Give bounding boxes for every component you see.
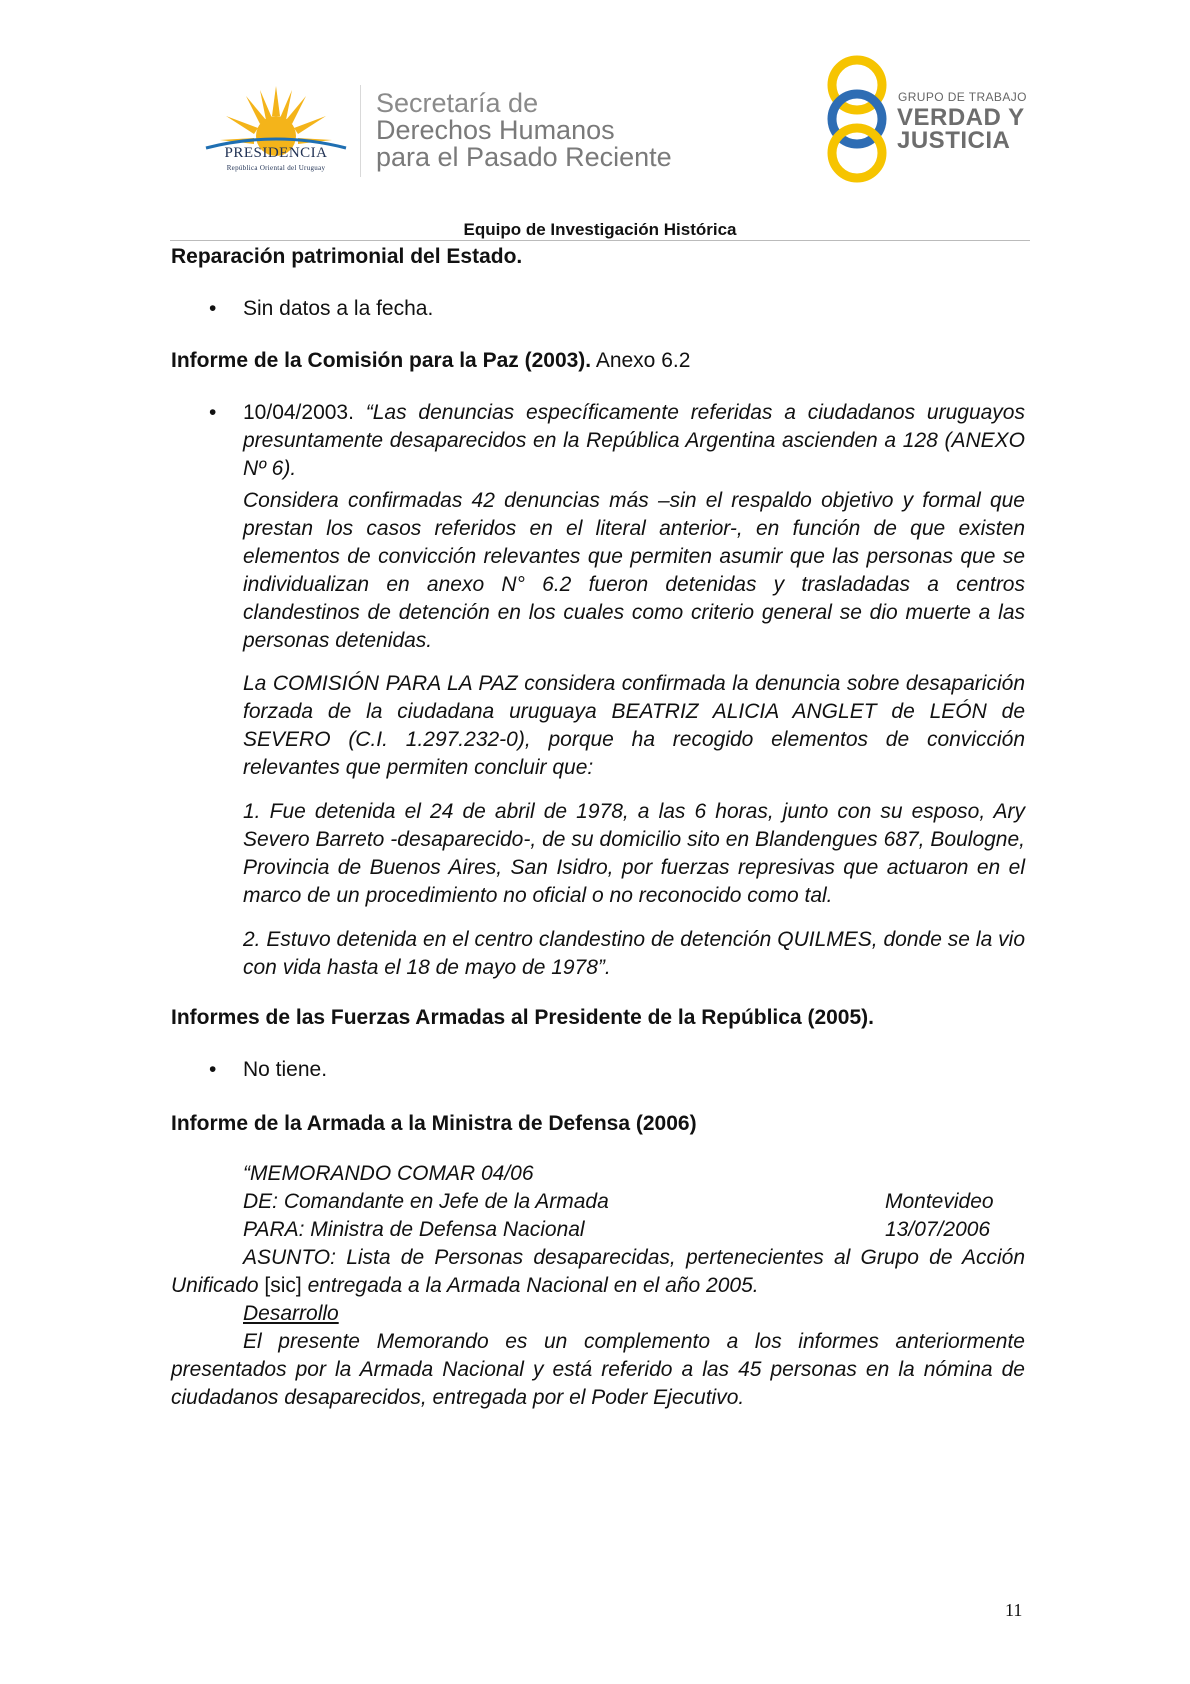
memo-de-row (171, 1188, 1025, 1216)
memorando-block (171, 1160, 1025, 1412)
page-number: 11 (1005, 1600, 1023, 1620)
document-body (171, 243, 1025, 1412)
heading-armada: Informe de la Armada a la Ministra de Defensa (2006) (171, 1112, 697, 1135)
secretaria-line-2: Derechos Humanos (376, 115, 615, 145)
verdad-justicia-rings-logo (820, 55, 894, 183)
memo-title-text: “MEMORANDO COMAR 04/06 (243, 1162, 534, 1185)
justicia-label: JUSTICIA (897, 127, 1011, 154)
secretaria-title (376, 90, 672, 171)
secretaria-line-3: para el Pasado Reciente (376, 142, 672, 172)
paragraph-comision-paz: La COMISIÓN PARA LA PAZ considera confirmada la denuncia sobre desaparición forzada de la ciudadana uruguaya BEATRIZ ALICIA ANGLET de LEÓN de SEVERO (C.I. 1.297.232-0), porque ha recogido elementos de convicción relevantes que permiten concluir que: (243, 672, 1025, 779)
header-divider (360, 85, 361, 177)
list-item (171, 399, 1025, 483)
paragraph-confirmadas: Considera confirmadas 42 denuncias más –sin el respaldo objetivo y formal que prestan los casos referidos en el literal anterior-, en función de que existen elementos de convicción relevantes que permiten asumir que las personas que se individualizan en anexo N° 6.2 fueron detenidas y trasladadas a centros clandestinos de detención en los cuales como criterio general se dio muerte a las personas detenidas. (243, 489, 1025, 652)
heading-comision-bold: Informe de la Comisión para la Paz (2003). (171, 349, 592, 372)
team-title: Equipo de Investigación Histórica (463, 220, 737, 239)
heading-reparacion: Reparación patrimonial del Estado. (171, 245, 523, 268)
paragraph-point-1: 1. Fue detenida el 24 de abril de 1978, a las 6 horas, junto con su esposo, Ary Severo Barreto -desaparecido-, de su domicilio sito en Blandengues 687, Boulogne, Provincia de Buenos Aires, San Isidro, por fuerzas represivas que actuaron en el marco de un procedimiento no oficial o no reconocido como tal. (243, 800, 1025, 907)
grupo-trabajo-label: GRUPO DE TRABAJO (898, 90, 1027, 104)
heading-ffaa: Informes de las Fuerzas Armadas al Presidente de la República (2005). (171, 1006, 874, 1029)
secretaria-line-1: Secretaría de (376, 88, 539, 118)
memo-sic: [sic] (264, 1274, 302, 1297)
bullet-icon: • (209, 401, 217, 424)
memo-body: El presente Memorando es un complemento a los informes anteriormente presentados por la Armada Nacional y está referido a las 45 personas en la nómina de ciudadanos desaparecidos, entregada por el Poder Ejecutivo. (171, 1330, 1025, 1409)
bullet-quote: “Las denuncias específicamente referidas a ciudadanos uruguayos presuntamente desaparecidos en la República Argentina ascienden a 128 (ANEXO Nº 6). (243, 401, 1025, 480)
memo-title (171, 1160, 1025, 1188)
memo-para: PARA: Ministra de Defensa Nacional (243, 1218, 585, 1241)
heading-comision-rest: Anexo 6.2 (591, 349, 691, 372)
memo-para-row (171, 1216, 1025, 1244)
bullet-text: Sin datos a la fecha. (243, 297, 434, 320)
memo-desarrollo: Desarrollo (243, 1302, 339, 1325)
bullet-text: No tiene. (243, 1058, 328, 1081)
memo-desarrollo-row (171, 1300, 1025, 1328)
presidencia-wordmark: PRESIDENCIA (224, 145, 328, 161)
memo-date: 13/07/2006 (885, 1218, 991, 1241)
header-rule (170, 240, 1030, 241)
heading-comision (171, 347, 1025, 375)
bullet-icon: • (209, 297, 217, 320)
memo-asunto-a: ASUNTO: Lista de Personas desaparecidas, pertenecientes al Grupo de Acción Unificado (171, 1246, 1025, 1297)
verdad-label: VERDAD Y (897, 104, 1025, 131)
list-item (171, 295, 1025, 323)
presidencia-subtitle: República Oriental del Uruguay (226, 164, 326, 172)
memo-asunto (171, 1244, 1025, 1300)
memo-place: Montevideo (885, 1190, 994, 1213)
memo-asunto-b: entregada a la Armada Nacional en el año 2005. (301, 1274, 759, 1297)
memo-de: DE: Comandante en Jefe de la Armada (243, 1190, 609, 1213)
paragraph-point-2: 2. Estuvo detenida en el centro clandestino de detención QUILMES, donde se la vio con vida hasta el 18 de mayo de 1978”. (243, 928, 1025, 979)
page-header (0, 0, 1190, 240)
bullet-date: 10/04/2003. (243, 401, 354, 424)
bullet-icon: • (209, 1058, 217, 1081)
list-item (171, 1056, 1025, 1084)
